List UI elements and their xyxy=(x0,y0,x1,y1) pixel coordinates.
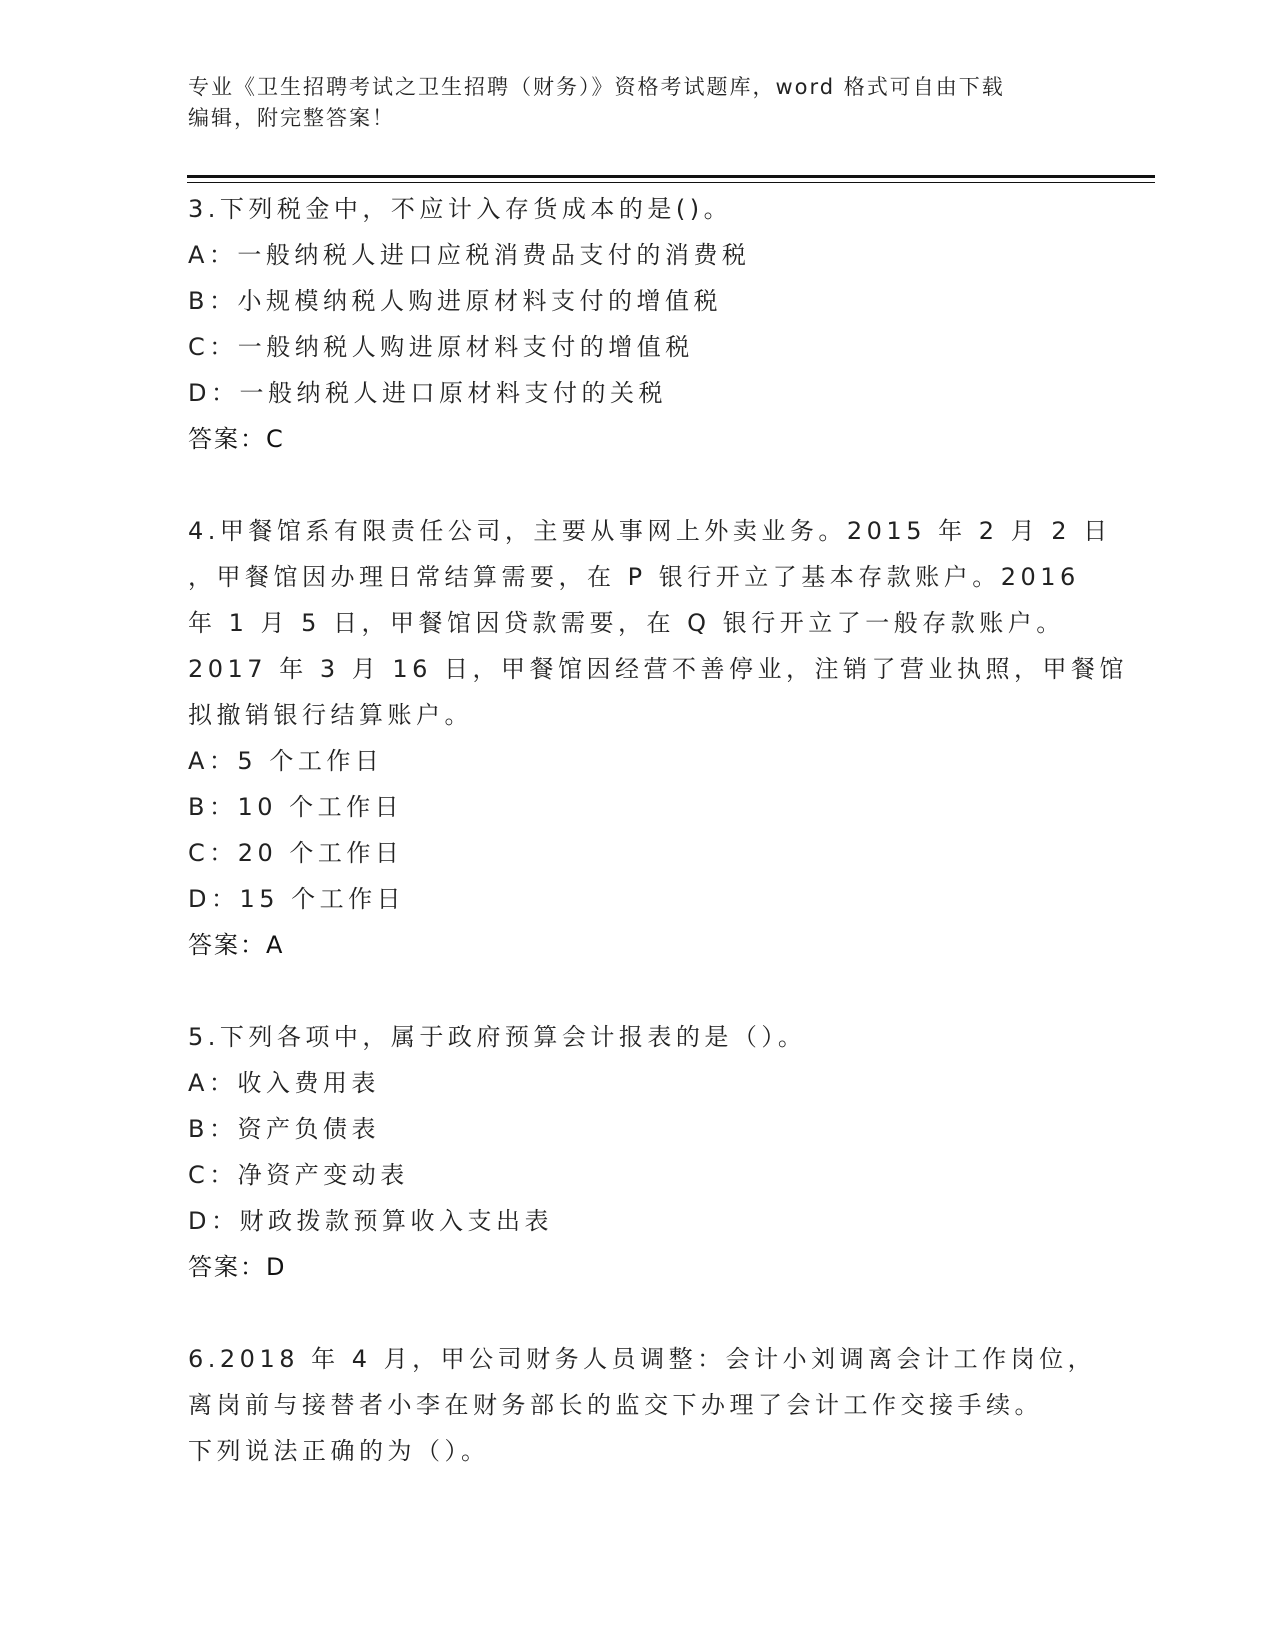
question-stem: 5.下列各项中，属于政府预算会计报表的是（）。 xyxy=(188,1023,807,1051)
option-c: C：净资产变动表 xyxy=(188,1161,409,1189)
question-5 xyxy=(188,1014,1108,1290)
option-d: D：一般纳税人进口原材料支付的关税 xyxy=(188,379,667,407)
option-b: B：小规模纳税人购进原材料支付的增值税 xyxy=(188,287,722,315)
question-stem: 年 1 月 5 日，甲餐馆因贷款需要，在 Q 银行开立了一般存款账户。 xyxy=(188,609,1065,637)
question-stem: 2017 年 3 月 16 日，甲餐馆因经营不善停业，注销了营业执照，甲餐馆 xyxy=(188,655,1129,683)
spacer xyxy=(188,462,1108,508)
document-header xyxy=(188,72,1088,134)
question-stem: 6.2018 年 4 月，甲公司财务人员调整：会计小刘调离会计工作岗位， xyxy=(188,1345,1097,1373)
header-line-1: 专业《卫生招聘考试之卫生招聘（财务）》资格考试题库，word 格式可自由下载 xyxy=(188,75,1005,99)
question-list xyxy=(188,186,1129,1474)
option-a: A：一般纳税人进口应税消费品支付的消费税 xyxy=(188,241,751,269)
option-c: C：20 个工作日 xyxy=(188,839,404,867)
answer: 答案：A xyxy=(188,931,285,959)
header-divider-thin xyxy=(187,182,1155,183)
question-stem: 拟撤销银行结算账户。 xyxy=(188,701,473,729)
option-b: B：资产负债表 xyxy=(188,1115,380,1143)
question-4 xyxy=(188,508,1129,968)
question-stem: 离岗前与接替者小李在财务部长的监交下办理了会计工作交接手续。 xyxy=(188,1391,1043,1419)
question-stem: 3.下列税金中，不应计入存货成本的是()。 xyxy=(188,195,733,223)
spacer xyxy=(188,968,1108,1014)
question-stem: ，甲餐馆因办理日常结算需要，在 P 银行开立了基本存款账户。2016 xyxy=(188,563,1080,591)
option-a: A：5 个工作日 xyxy=(188,747,384,775)
header-divider-thick xyxy=(187,175,1155,178)
option-a: A：收入费用表 xyxy=(188,1069,380,1097)
spacer xyxy=(188,1290,1108,1336)
question-stem: 下列说法正确的为（）。 xyxy=(188,1437,490,1465)
question-stem: 4.甲餐馆系有限责任公司，主要从事网上外卖业务。2015 年 2 月 2 日 xyxy=(188,517,1112,545)
option-d: D：15 个工作日 xyxy=(188,885,406,913)
option-c: C：一般纳税人购进原材料支付的增值税 xyxy=(188,333,694,361)
header-line-2: 编辑，附完整答案！ xyxy=(188,106,395,130)
option-d: D：财政拨款预算收入支出表 xyxy=(188,1207,553,1235)
answer: 答案：D xyxy=(188,1253,287,1281)
answer: 答案：C xyxy=(188,425,285,453)
question-3 xyxy=(188,186,1108,462)
option-b: B：10 个工作日 xyxy=(188,793,404,821)
question-6 xyxy=(188,1336,1108,1474)
